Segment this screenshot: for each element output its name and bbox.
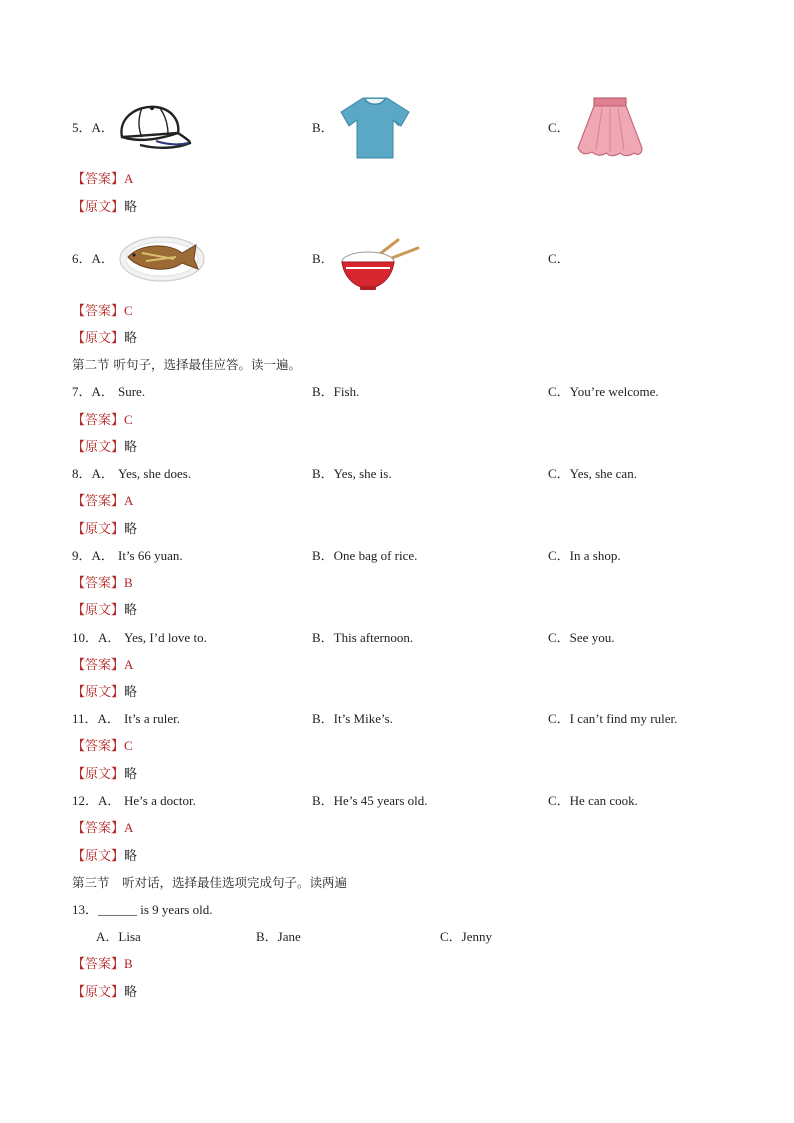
fish-plate-icon xyxy=(116,233,206,283)
transcript-line xyxy=(72,766,137,782)
transcript-label: 【原文】 xyxy=(72,984,125,999)
answer-label: 【答案】 xyxy=(72,412,125,427)
q5-option-b: B． xyxy=(312,120,334,135)
q5-answer xyxy=(72,171,133,187)
rice-bowl-icon xyxy=(336,238,422,292)
answer-line xyxy=(72,575,133,591)
option-c: C．He can cook. xyxy=(548,793,638,808)
q6-option-b: B． xyxy=(312,251,334,266)
transcript-value: 略 xyxy=(124,439,138,454)
answer-value: C xyxy=(124,412,133,427)
transcript-label: 【原文】 xyxy=(72,521,125,536)
answer-value: C xyxy=(124,303,133,318)
transcript-line xyxy=(72,684,137,700)
q6-option-c: C． xyxy=(548,251,570,266)
q6-transcript xyxy=(72,330,137,346)
answer-label: 【答案】 xyxy=(72,820,125,835)
answer-value: C xyxy=(124,738,133,753)
q13-option-a: A．Lisa xyxy=(96,929,141,944)
q5-option-c: C． xyxy=(548,120,570,135)
transcript-label: 【原文】 xyxy=(72,602,125,617)
transcript-value: 略 xyxy=(124,521,138,536)
q13-option-c: C．Jenny xyxy=(440,929,493,944)
option-b: B．It’s Mike’s. xyxy=(312,711,393,726)
transcript-line xyxy=(72,848,137,864)
answer-line xyxy=(72,738,133,754)
q13-answer xyxy=(72,956,133,972)
option-b: B．Fish. xyxy=(312,384,360,399)
q5-transcript xyxy=(72,199,137,215)
transcript-label: 【原文】 xyxy=(72,199,125,214)
question-number: 11．A． xyxy=(72,711,120,726)
option-c: C．In a shop. xyxy=(548,548,621,563)
question-number: 8．A． xyxy=(72,466,114,481)
transcript-line xyxy=(72,439,137,455)
q6-number: 6．A． xyxy=(72,251,114,266)
skirt-icon xyxy=(572,96,648,160)
transcript-value: 略 xyxy=(124,602,138,617)
transcript-line xyxy=(72,602,137,618)
option-a: He’s a doctor. xyxy=(124,793,196,808)
answer-value: A xyxy=(124,820,134,835)
answer-label: 【答案】 xyxy=(72,956,125,971)
transcript-value: 略 xyxy=(124,199,138,214)
answer-value: B xyxy=(124,956,133,971)
option-b: B．Yes, she is. xyxy=(312,466,392,481)
q5-number: 5．A． xyxy=(72,120,114,135)
option-a: Yes, I’d love to. xyxy=(124,630,207,645)
tshirt-icon xyxy=(337,96,413,160)
cap-icon xyxy=(116,103,192,153)
option-b: B．One bag of rice. xyxy=(312,548,418,563)
transcript-label: 【原文】 xyxy=(72,684,125,699)
transcript-value: 略 xyxy=(124,684,138,699)
option-a: It’s a ruler. xyxy=(124,711,180,726)
transcript-label: 【原文】 xyxy=(72,439,125,454)
option-a: It’s 66 yuan. xyxy=(118,548,183,563)
option-c: C．I can’t find my ruler. xyxy=(548,711,678,726)
transcript-value: 略 xyxy=(124,984,138,999)
option-b: B．He’s 45 years old. xyxy=(312,793,428,808)
answer-line xyxy=(72,412,133,428)
q6-answer xyxy=(72,303,133,319)
transcript-label: 【原文】 xyxy=(72,848,125,863)
q13-transcript xyxy=(72,984,137,1000)
transcript-value: 略 xyxy=(124,848,138,863)
answer-label: 【答案】 xyxy=(72,738,125,753)
transcript-label: 【原文】 xyxy=(72,330,125,345)
answer-label: 【答案】 xyxy=(72,493,125,508)
answer-label: 【答案】 xyxy=(72,575,125,590)
answer-value: A xyxy=(124,171,134,186)
answer-value: A xyxy=(124,493,134,508)
q13-stem: 13．______ is 9 years old. xyxy=(72,902,213,917)
transcript-value: 略 xyxy=(124,330,138,345)
question-number: 7．A． xyxy=(72,384,114,399)
option-c: C．See you. xyxy=(548,630,615,645)
question-number: 12．A． xyxy=(72,793,121,808)
option-b: B．This afternoon. xyxy=(312,630,414,645)
answer-value: A xyxy=(124,657,134,672)
option-c: C．You’re welcome. xyxy=(548,384,659,399)
section-3-heading: 第三节 听对话，选择最佳选项完成句子。读两遍 xyxy=(72,875,348,890)
option-a: Yes, she does. xyxy=(118,466,192,481)
transcript-value: 略 xyxy=(124,766,138,781)
q13-option-b: B．Jane xyxy=(256,929,301,944)
section-2-heading: 第二节 听句子，选择最佳应答。读一遍。 xyxy=(72,357,301,372)
answer-label: 【答案】 xyxy=(72,171,125,186)
answer-label: 【答案】 xyxy=(72,657,125,672)
answer-label: 【答案】 xyxy=(72,303,125,318)
transcript-line xyxy=(72,521,137,537)
option-a: Sure. xyxy=(118,384,146,399)
question-number: 10．A． xyxy=(72,630,121,645)
option-c: C．Yes, she can. xyxy=(548,466,637,481)
answer-line xyxy=(72,820,133,836)
transcript-label: 【原文】 xyxy=(72,766,125,781)
answer-value: B xyxy=(124,575,133,590)
answer-line xyxy=(72,657,133,673)
answer-line xyxy=(72,493,133,509)
question-number: 9．A． xyxy=(72,548,114,563)
